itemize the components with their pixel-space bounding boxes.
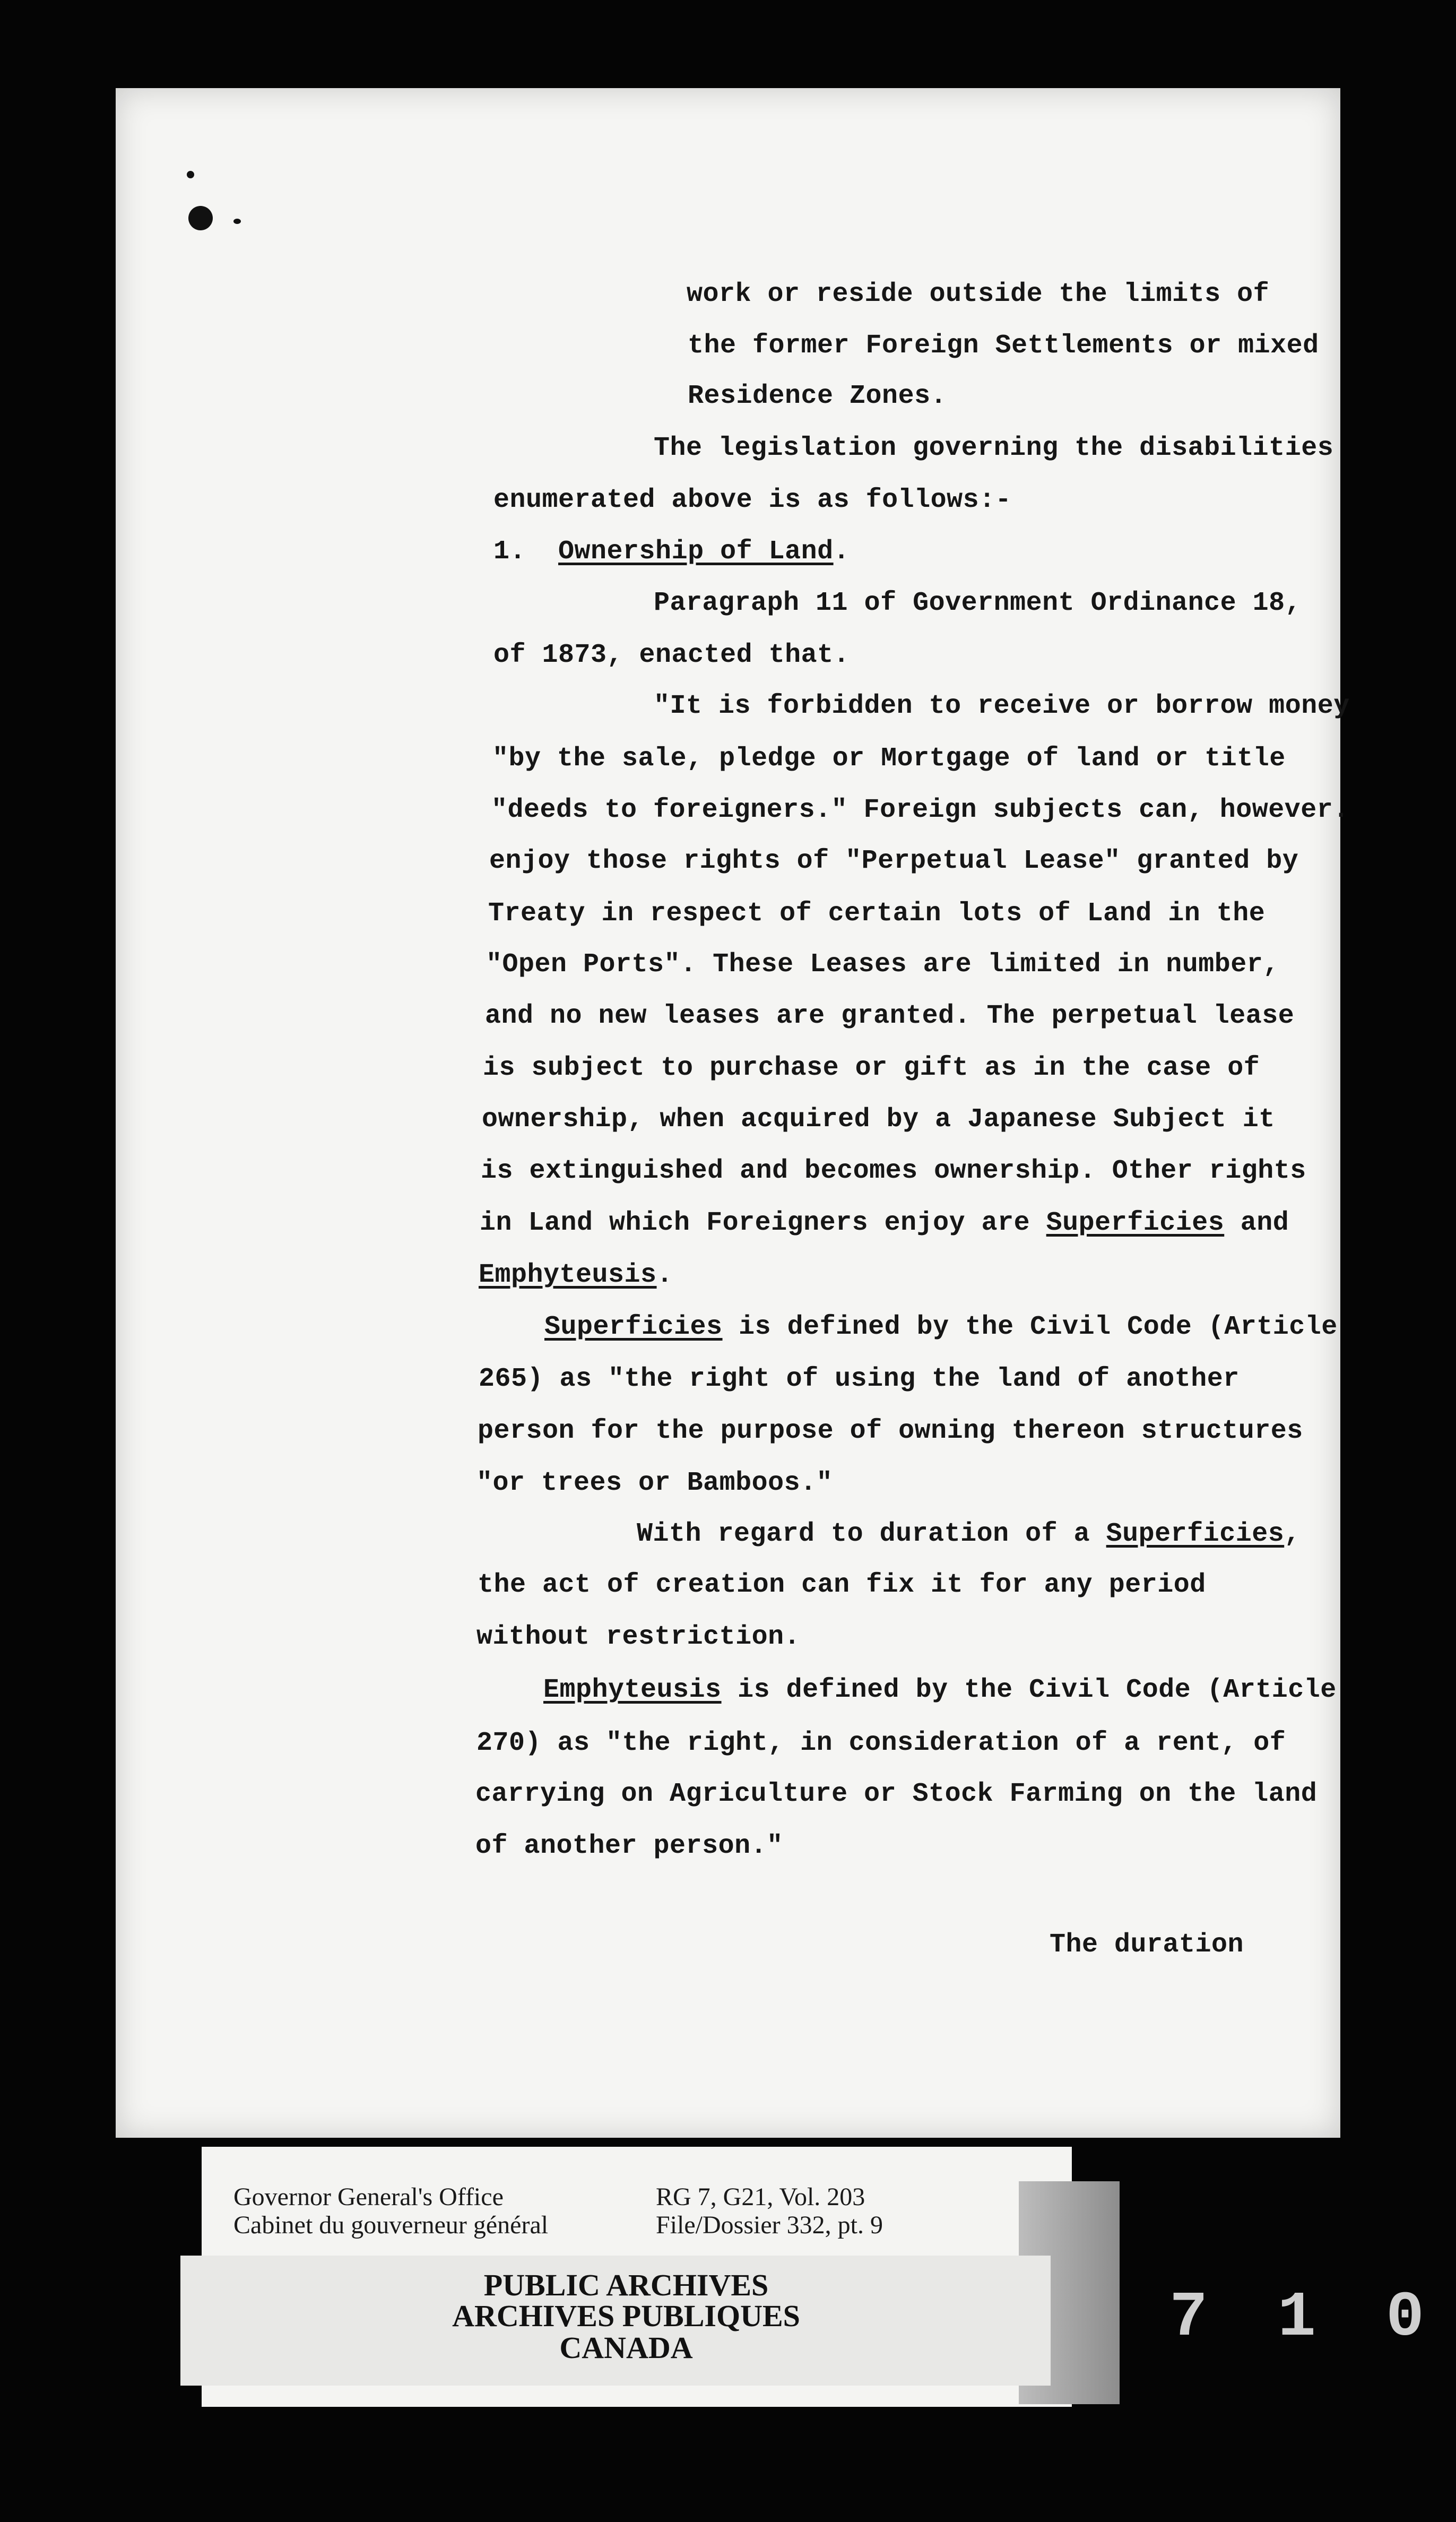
text-line: and no new leases are granted. The perpetual lease [485, 1001, 1295, 1031]
section-number: 1. [493, 537, 526, 567]
text-line: "Open Ports". These Leases are limited in number, [486, 949, 1279, 980]
punctuation: , [1284, 1519, 1301, 1549]
text-line: carrying on Agriculture or Stock Farming on the land [475, 1779, 1318, 1809]
text-line: "It is forbidden to receive or borrow money [654, 691, 1350, 721]
text-line: The duration [1050, 1930, 1244, 1960]
archive-file: File/Dossier 332, pt. 9 [656, 2211, 883, 2239]
text-line: 270) as "the right, in consideration of a rent, of [476, 1728, 1286, 1758]
term-emphyteusis: Emphyteusis [543, 1675, 722, 1705]
text-line: Treaty in respect of certain lots of Land in the [488, 899, 1266, 929]
term-superficies: Superficies [1046, 1208, 1225, 1238]
punch-hole-mark [188, 206, 213, 230]
text-run: is defined by the Civil Code (Article [721, 1675, 1337, 1705]
text-line [493, 539, 850, 565]
text-line: Residence Zones. [688, 381, 947, 411]
text-line: enumerated above is as follows:- [493, 485, 1012, 515]
text-line [543, 1677, 1337, 1704]
text-line: is extinguished and becomes ownership. Other rights [481, 1156, 1306, 1186]
text-line [479, 1262, 673, 1289]
text-line: of another person." [475, 1831, 783, 1861]
punctuation: . [833, 537, 850, 567]
term-superficies: Superficies [544, 1312, 723, 1342]
text-line [637, 1521, 1301, 1548]
office-name-en: Governor General's Office [233, 2183, 504, 2211]
text-line: the act of creation can fix it for any period [478, 1570, 1206, 1600]
text-line: is subject to purchase or gift as in the case of [483, 1053, 1260, 1083]
office-name-fr: Cabinet du gouverneur général [233, 2211, 549, 2239]
text-line: the former Foreign Settlements or mixed [688, 331, 1319, 361]
ink-speck [233, 219, 241, 224]
text-line: enjoy those rights of "Perpetual Lease" granted by [489, 846, 1299, 876]
term-superficies: Superficies [1106, 1519, 1285, 1549]
punctuation: . [656, 1260, 673, 1290]
text-line: The legislation governing the disabilities [654, 433, 1334, 463]
text-line [480, 1210, 1289, 1237]
term-emphyteusis: Emphyteusis [479, 1260, 657, 1290]
text-line: Paragraph 11 of Government Ordinance 18, [654, 588, 1302, 618]
text-line [544, 1314, 1338, 1341]
text-line: 265) as "the right of using the land of another [479, 1364, 1240, 1394]
text-run: With regard to duration of a [637, 1519, 1106, 1549]
section-heading: Ownership of Land [558, 537, 834, 567]
text-run: is defined by the Civil Code (Article [722, 1312, 1338, 1342]
text-line: "by the sale, pledge or Mortgage of land or title [492, 744, 1286, 774]
text-line: without restriction. [476, 1622, 801, 1652]
text-line: of 1873, enacted that. [493, 640, 850, 670]
archive-stamp-line: CANADA [559, 2330, 693, 2365]
text-line: ownership, when acquired by a Japanese Subject it [482, 1104, 1275, 1135]
ink-speck [187, 171, 194, 178]
text-line: person for the purpose of owning thereon structures [478, 1416, 1303, 1446]
text-line: "or trees or Bamboos." [476, 1468, 833, 1498]
text-line: work or reside outside the limits of [687, 279, 1270, 309]
text-run: and [1224, 1208, 1289, 1238]
film-frame-number: 7 1 0 [1169, 2282, 1440, 2354]
archive-stamp-line: ARCHIVES PUBLIQUES [452, 2299, 800, 2333]
archive-reference: RG 7, G21, Vol. 203 [656, 2183, 865, 2211]
archive-stamp-line: PUBLIC ARCHIVES [483, 2268, 769, 2302]
text-run: in Land which Foreigners enjoy are [480, 1208, 1046, 1238]
text-line: "deeds to foreigners." Foreign subjects can, however. [491, 795, 1349, 825]
